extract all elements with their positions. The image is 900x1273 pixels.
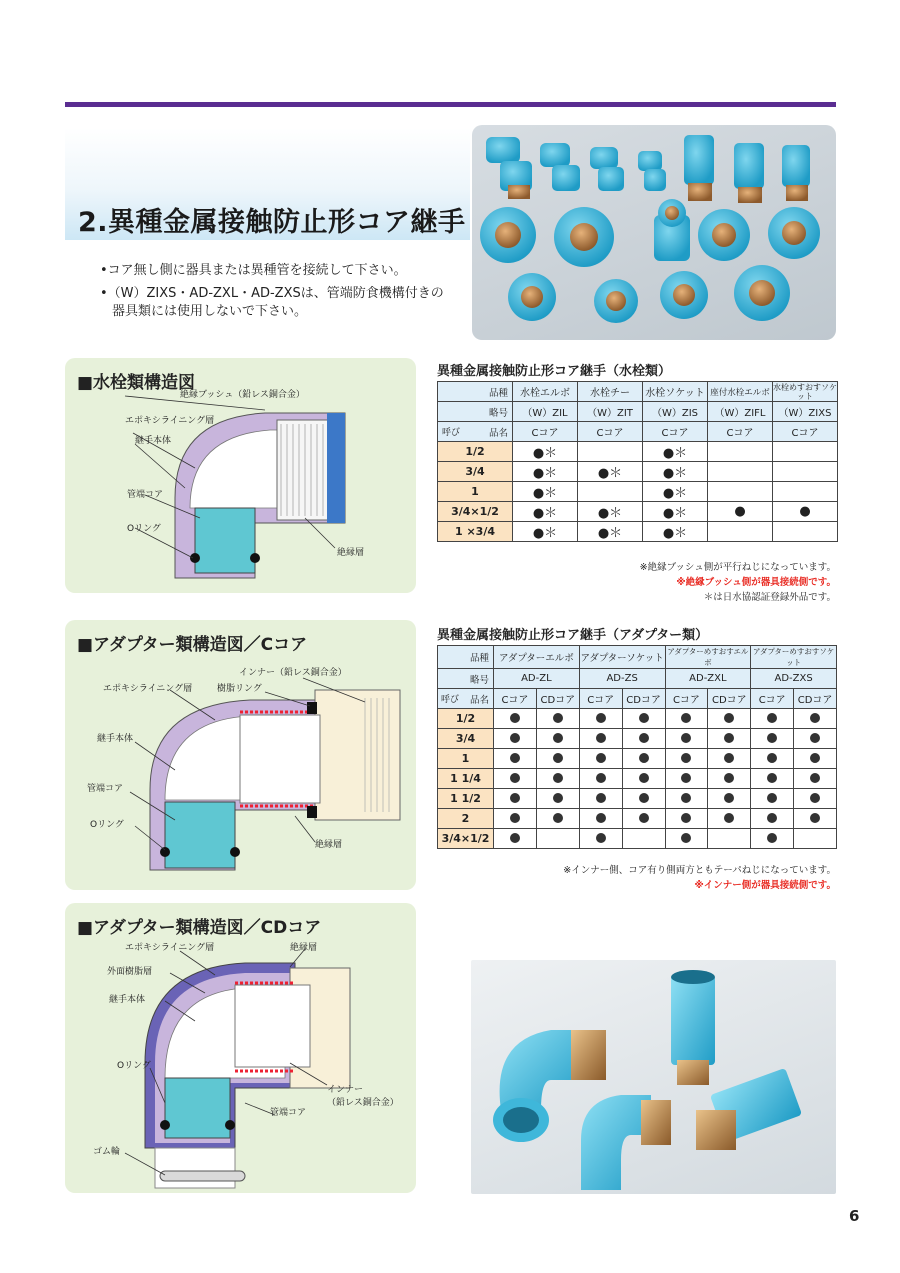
table-cell	[708, 482, 773, 502]
table-cell	[536, 749, 579, 769]
table-row	[438, 442, 838, 462]
table-cell	[622, 709, 665, 729]
label-epoxy-lining: エポキシライニング層	[103, 684, 193, 694]
availability-dot	[510, 833, 520, 843]
label-o-ring: Oリング	[117, 1061, 151, 1071]
group-kind: アダプターソケット	[579, 646, 665, 669]
table-cell	[751, 809, 794, 829]
table-cell: ●＊	[513, 442, 578, 462]
table1-footnote-2: ※絶縁ブッシュ側が器具接続側です。	[676, 577, 836, 588]
availability-dot	[510, 753, 520, 763]
table-cell	[579, 789, 622, 809]
col-name: Cコア	[643, 422, 708, 442]
table-cell	[536, 789, 579, 809]
table-cell	[794, 809, 837, 829]
faucet-table-body	[438, 442, 838, 542]
table-cell	[622, 769, 665, 789]
label-pipe-core: 管端コア	[87, 784, 124, 794]
availability-dot	[596, 733, 606, 743]
table-cell	[494, 789, 537, 809]
table-cell: ●＊	[578, 522, 643, 542]
subcol: Cコア	[579, 689, 622, 709]
table-cell	[751, 829, 794, 849]
availability-dot	[510, 773, 520, 783]
availability-dot	[510, 813, 520, 823]
table-cell	[579, 729, 622, 749]
table-cell: ●＊	[578, 502, 643, 522]
subcol: CDコア	[622, 689, 665, 709]
availability-dot	[767, 713, 777, 723]
label-rubber-ring: ゴム輪	[93, 1147, 121, 1157]
table-row	[438, 789, 837, 809]
panel-title: ■アダプター類構造図／CDコア	[77, 918, 322, 938]
table2-footnote-2: ※インナー側が器具接続側です。	[694, 880, 836, 891]
col-name: Cコア	[773, 422, 838, 442]
availability-dot	[767, 733, 777, 743]
availability-dot	[767, 773, 777, 783]
table-row	[438, 749, 837, 769]
group-kind: アダプターめすおすエルボ	[665, 646, 751, 669]
table-cell	[708, 522, 773, 542]
table-row	[438, 502, 838, 522]
availability-dot	[810, 773, 820, 783]
row-size: 2	[438, 809, 494, 829]
availability-dot	[596, 713, 606, 723]
availability-dot	[553, 793, 563, 803]
label-pipe-core: 管端コア	[270, 1108, 307, 1118]
table2-title: 異種金属接触防止形コア継手（アダプター類）	[437, 628, 709, 643]
availability-dot	[681, 813, 691, 823]
availability-dot	[724, 733, 734, 743]
subcol: Cコア	[665, 689, 708, 709]
table-cell	[708, 789, 751, 809]
table-cell: ●＊	[643, 522, 708, 542]
fittings-illustration	[472, 125, 836, 340]
table-cell	[708, 709, 751, 729]
row-size: 1	[438, 749, 494, 769]
subcol: CDコア	[708, 689, 751, 709]
table-cell	[579, 809, 622, 829]
row-size: 3/4×1/2	[438, 502, 513, 522]
availability-dot	[639, 773, 649, 783]
row-label-kind: 品種	[438, 382, 513, 402]
label-o-ring: Oリング	[127, 524, 161, 534]
table-cell: ●＊	[578, 462, 643, 482]
table-cell: ●＊	[513, 522, 578, 542]
table-cell	[579, 749, 622, 769]
table-cell: ●＊	[643, 482, 708, 502]
table-cell	[794, 789, 837, 809]
table-cell	[536, 769, 579, 789]
table-cell: ●＊	[643, 442, 708, 462]
table-cell: ●＊	[643, 502, 708, 522]
table-cell	[773, 462, 838, 482]
availability-dot	[681, 733, 691, 743]
availability-dot	[553, 813, 563, 823]
table-row	[438, 522, 838, 542]
table-row	[438, 729, 837, 749]
row-size: 1	[438, 482, 513, 502]
availability-dot	[553, 713, 563, 723]
table-cell	[773, 482, 838, 502]
table-cell	[578, 442, 643, 462]
table-cell	[751, 749, 794, 769]
label-insulating-layer: 絶縁層	[337, 548, 365, 558]
availability-dot	[596, 813, 606, 823]
col-name: Cコア	[708, 422, 773, 442]
table-cell	[494, 829, 537, 849]
availability-dot	[510, 733, 520, 743]
group-code: AD-ZXL	[665, 669, 751, 689]
availability-dot	[767, 833, 777, 843]
col-kind: 水栓ソケット	[643, 382, 708, 402]
col-name: Cコア	[578, 422, 643, 442]
availability-dot	[767, 813, 777, 823]
col-code: （W）ZIL	[513, 402, 578, 422]
availability-dot	[681, 753, 691, 763]
table-cell	[751, 789, 794, 809]
table-cell	[665, 809, 708, 829]
label-pipe-core: 管端コア	[127, 490, 164, 500]
table2-footnote-1: ※インナー側、コア有り側両方ともテーパねじになっています。	[563, 865, 836, 876]
table1-footnote-1: ※絶縁ブッシュ側が平行ねじになっています。	[639, 562, 836, 573]
availability-dot	[596, 773, 606, 783]
table-cell	[751, 729, 794, 749]
label-outer-resin: 外面樹脂層	[107, 967, 153, 977]
col-code: （W）ZIFL	[708, 402, 773, 422]
label-inner: インナー（鉛レス銅合金）	[239, 668, 347, 678]
availability-dot	[681, 713, 691, 723]
panel-faucet-structure	[65, 358, 416, 593]
note-2-cont: 器具類には使用しないで下さい。	[112, 304, 308, 319]
group-code: AD-ZL	[494, 669, 580, 689]
availability-dot	[724, 793, 734, 803]
table-cell	[708, 442, 773, 462]
label-insulating-bush: 絶縁ブッシュ（鉛レス銅合金）	[180, 390, 305, 400]
table-row	[438, 462, 838, 482]
row-size: 1/2	[438, 709, 494, 729]
note-1: •コア無し側に器具または異種管を接続して下さい。	[100, 263, 407, 278]
table-cell	[665, 829, 708, 849]
label-insulating-layer: 絶縁層	[290, 943, 318, 953]
group-kind: アダプターめすおすソケット	[751, 646, 837, 669]
note-2: •（W）ZIXS・AD-ZXL・AD-ZXSは、管端防食機構付きの	[100, 286, 444, 301]
col-code: （W）ZIXS	[773, 402, 838, 422]
availability-dot	[596, 793, 606, 803]
availability-dot	[681, 833, 691, 843]
label-inner: インナー	[327, 1085, 364, 1095]
availability-dot	[681, 773, 691, 783]
table-cell: ●	[708, 502, 773, 522]
row-label-name: 呼び 品名	[438, 689, 494, 709]
table-cell	[622, 729, 665, 749]
row-size: 3/4	[438, 462, 513, 482]
availability-dot	[724, 813, 734, 823]
panel-title: ■水栓類構造図	[77, 373, 196, 393]
availability-dot	[639, 713, 649, 723]
availability-dot	[810, 813, 820, 823]
row-size: 3/4×1/2	[438, 829, 494, 849]
table-cell	[773, 442, 838, 462]
table-cell	[708, 829, 751, 849]
row-label-code: 略号	[438, 669, 494, 689]
availability-dot	[639, 733, 649, 743]
table-cell	[794, 729, 837, 749]
page-number: 6	[849, 1207, 860, 1225]
panel-adapter-c-core	[65, 620, 416, 890]
adapter-c-core-cross-section	[65, 620, 416, 890]
table-cell	[622, 829, 665, 849]
table-cell	[536, 829, 579, 849]
subcol: Cコア	[751, 689, 794, 709]
table-row	[438, 809, 837, 829]
availability-dot	[810, 793, 820, 803]
table-cell	[579, 829, 622, 849]
availability-dot	[553, 773, 563, 783]
top-rule	[65, 102, 836, 107]
subcol: CDコア	[794, 689, 837, 709]
table-row	[438, 709, 837, 729]
col-code: （W）ZIT	[578, 402, 643, 422]
availability-dot	[510, 713, 520, 723]
group-kind: アダプターエルボ	[494, 646, 580, 669]
panel-title: ■アダプター類構造図／Cコア	[77, 635, 308, 655]
availability-dot	[596, 753, 606, 763]
row-label-name: 呼び 品名	[438, 422, 513, 442]
table-cell: ●＊	[513, 462, 578, 482]
table-cell	[665, 709, 708, 729]
table-cell	[578, 482, 643, 502]
availability-dot	[767, 793, 777, 803]
table-cell	[708, 749, 751, 769]
table-cell	[708, 769, 751, 789]
label-joint-body: 継手本体	[109, 995, 146, 1005]
table-cell	[494, 729, 537, 749]
table-cell	[794, 769, 837, 789]
availability-dot	[810, 753, 820, 763]
row-label-kind: 品種	[438, 646, 494, 669]
table-cell: ●＊	[513, 502, 578, 522]
table-cell	[494, 709, 537, 729]
table-row	[438, 769, 837, 789]
table-cell	[579, 769, 622, 789]
table1-footnote-3: ＊は日水協認証登録外品です。	[703, 592, 836, 603]
fittings-photo-bottom	[471, 960, 836, 1194]
col-kind: 水栓めすおすソケット	[773, 382, 837, 401]
table-cell	[794, 749, 837, 769]
availability-dot	[510, 793, 520, 803]
adapter-table	[437, 645, 837, 849]
availability-dot	[639, 753, 649, 763]
table-cell	[708, 462, 773, 482]
availability-dot	[767, 753, 777, 763]
label-inner-material: （鉛レス銅合金）	[327, 1098, 399, 1108]
table-cell	[494, 809, 537, 829]
availability-dot	[639, 813, 649, 823]
table-cell	[751, 769, 794, 789]
table-cell	[773, 522, 838, 542]
table-cell	[665, 729, 708, 749]
fittings-photo-top	[472, 125, 836, 340]
table-cell: ●＊	[513, 482, 578, 502]
table-cell	[536, 809, 579, 829]
table-cell	[708, 809, 751, 829]
table-cell	[622, 809, 665, 829]
subcol: Cコア	[494, 689, 537, 709]
availability-dot	[596, 833, 606, 843]
label-epoxy-lining: エポキシライニング層	[125, 416, 215, 426]
table-cell	[579, 709, 622, 729]
availability-dot	[681, 793, 691, 803]
table-cell	[665, 789, 708, 809]
label-epoxy-lining: エポキシライニング層	[125, 943, 215, 953]
availability-dot	[639, 793, 649, 803]
availability-dot	[553, 753, 563, 763]
table-cell	[622, 789, 665, 809]
table-cell	[494, 769, 537, 789]
table-cell: ●	[773, 502, 838, 522]
table-row	[438, 482, 838, 502]
row-size: 1 ×3/4	[438, 522, 513, 542]
notes	[100, 262, 444, 326]
availability-dot	[724, 753, 734, 763]
page-title: 2.異種金属接触防止形コア継手	[78, 207, 466, 238]
availability-dot	[810, 713, 820, 723]
label-joint-body: 継手本体	[135, 436, 172, 446]
table-cell	[665, 769, 708, 789]
label-joint-body: 継手本体	[97, 734, 134, 744]
table-cell	[665, 749, 708, 769]
col-kind: 座付水栓エルボ	[708, 382, 773, 402]
table-cell	[751, 709, 794, 729]
faucet-table	[437, 381, 838, 542]
availability-dot	[810, 733, 820, 743]
col-kind: 水栓エルボ	[513, 382, 578, 402]
table-cell	[708, 729, 751, 749]
row-size: 3/4	[438, 729, 494, 749]
group-code: AD-ZS	[579, 669, 665, 689]
row-size: 1/2	[438, 442, 513, 462]
table-cell	[794, 709, 837, 729]
col-kind: 水栓チー	[578, 382, 643, 402]
table-cell	[536, 729, 579, 749]
call-label: 呼び	[442, 427, 461, 438]
table-cell: ●＊	[643, 462, 708, 482]
availability-dot	[553, 733, 563, 743]
panel-adapter-cd-core	[65, 903, 416, 1193]
row-size: 1 1/4	[438, 769, 494, 789]
subcol: CDコア	[536, 689, 579, 709]
table-cell	[794, 829, 837, 849]
table-cell	[494, 749, 537, 769]
table-row	[438, 829, 837, 849]
table-cell	[536, 709, 579, 729]
table-cell	[622, 749, 665, 769]
group-code: AD-ZXS	[751, 669, 837, 689]
label-insulating-layer: 絶縁層	[315, 840, 343, 850]
adapter-table-body	[438, 709, 837, 849]
availability-dot	[724, 713, 734, 723]
adapters-illustration	[471, 960, 836, 1194]
col-code: （W）ZIS	[643, 402, 708, 422]
row-label-code: 略号	[438, 402, 513, 422]
label-o-ring: Oリング	[90, 820, 124, 830]
row-size: 1 1/2	[438, 789, 494, 809]
availability-dot	[724, 773, 734, 783]
col-name: Cコア	[513, 422, 578, 442]
label-resin-ring: 樹脂リング	[217, 684, 262, 694]
table1-title: 異種金属接触防止形コア継手（水栓類）	[437, 364, 672, 379]
